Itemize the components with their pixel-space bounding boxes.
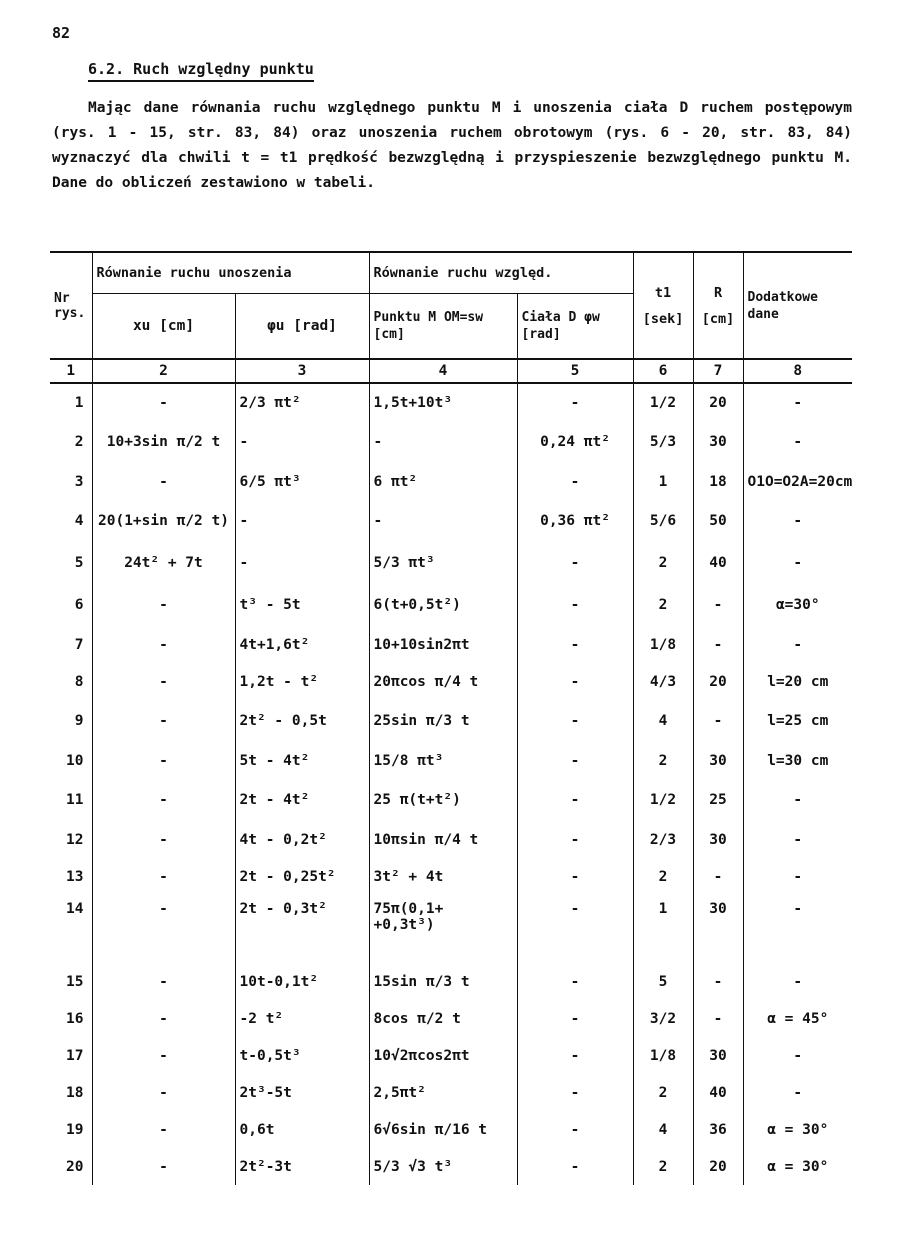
cell-sw — [369, 895, 517, 963]
cell-t1: 2 — [633, 1074, 693, 1111]
cell-nr: 13 — [66, 868, 84, 885]
cell-nr: 14 — [66, 901, 84, 917]
cell-phiu: 2t²-3t — [235, 1148, 369, 1185]
table-row — [50, 421, 852, 463]
cell-nr: 11 — [66, 792, 84, 808]
cell-t1: 2/3 — [633, 821, 693, 858]
cell-r: 40 — [693, 542, 743, 584]
cell-r: - — [693, 858, 743, 895]
cell-t1: 3/2 — [633, 1000, 693, 1037]
cell-extra: α = 30° — [743, 1148, 852, 1185]
cell-r: 20 — [693, 383, 743, 421]
cell-phiw: 0,24 πt² — [517, 421, 633, 463]
table-row — [50, 1111, 852, 1148]
table-row — [50, 895, 852, 963]
cell-xu: - — [92, 1111, 235, 1148]
cell-sw: 10+10sin2πt — [369, 626, 517, 663]
cell-sw: 1,5t+10t³ — [369, 383, 517, 421]
cell-xu: - — [92, 1074, 235, 1111]
header-phiu: φu [rad] — [235, 294, 369, 360]
cell-xu: - — [92, 383, 235, 421]
cell-nr: 1 — [74, 394, 84, 411]
cell-xu: 24t² + 7t — [92, 542, 235, 584]
table-row — [50, 1037, 852, 1074]
cell-phiw: - — [517, 383, 633, 421]
column-number: 8 — [743, 359, 852, 383]
cell-phiu: 5t - 4t² — [235, 742, 369, 779]
cell-nr: 20 — [66, 1158, 84, 1175]
cell-phiu: 10t-0,1t² — [235, 963, 369, 1000]
cell-t1: 4 — [633, 1111, 693, 1148]
cell-r: - — [693, 584, 743, 626]
cell-r: 30 — [693, 821, 743, 858]
cell-xu: - — [92, 742, 235, 779]
cell-xu: - — [92, 821, 235, 858]
cell-nr: 6 — [74, 597, 84, 613]
cell-xu: - — [92, 895, 235, 963]
header-dodatkowe: Dodatkowe dane — [743, 252, 852, 359]
cell-r: 20 — [693, 1148, 743, 1185]
cell-phiw: - — [517, 963, 633, 1000]
cell-t1: 1 — [633, 895, 693, 963]
cell-r: - — [693, 626, 743, 663]
cell-r: 20 — [693, 663, 743, 700]
cell-nr: 19 — [66, 1121, 84, 1138]
cell-r: 30 — [693, 421, 743, 463]
cell-phiu: - — [235, 542, 369, 584]
table-row — [50, 1074, 852, 1111]
intro-paragraph: Mając dane równania ruchu względnego punktu M i unoszenia ciała D ruchem postępowym (rys. 1 - 15, str. 83, 84) oraz unoszenia ruchem obrotowym (rys. 6 - 20, str. 83, 84) wyznaczyć dla chwili t = t1 prędkość bezwzględną i przyspieszenie bezwzględnego punktu M. Dane do obliczeń zestawiono w tabeli. — [52, 100, 852, 191]
cell-xu: - — [92, 963, 235, 1000]
cell-xu: 20(1+sin π/2 t) — [92, 500, 235, 542]
cell-t1: 1/2 — [633, 383, 693, 421]
cell-r: 25 — [693, 779, 743, 821]
cell-nr: 17 — [66, 1047, 84, 1064]
column-number: 7 — [693, 359, 743, 383]
cell-xu: - — [92, 779, 235, 821]
table-row — [50, 821, 852, 858]
cell-nr: 16 — [66, 1010, 84, 1027]
cell-sw: 15sin π/3 t — [369, 963, 517, 1000]
cell-phiw: - — [517, 463, 633, 500]
table-row — [50, 463, 852, 500]
cell-sw: 15/8 πt³ — [369, 742, 517, 779]
header-ciala: Ciała D φw [rad] — [517, 294, 633, 360]
cell-t1: 5 — [633, 963, 693, 1000]
cell-extra: - — [743, 626, 852, 663]
cell-xu: - — [92, 1148, 235, 1185]
section-title: 6.2. Ruch względny punktu — [88, 60, 314, 82]
cell-extra: - — [743, 963, 852, 1000]
header-r: R [cm] — [693, 252, 743, 359]
column-number: 5 — [517, 359, 633, 383]
cell-sw: 10πsin π/4 t — [369, 821, 517, 858]
table-row — [50, 858, 852, 895]
cell-phiw: - — [517, 1000, 633, 1037]
cell-extra: - — [743, 1074, 852, 1111]
cell-t1: 5/6 — [633, 500, 693, 542]
cell-phiw: - — [517, 779, 633, 821]
cell-phiw: - — [517, 700, 633, 742]
header-group-wzgled: Równanie ruchu względ. — [369, 252, 633, 294]
cell-sw: - — [369, 421, 517, 463]
cell-sw: 6(t+0,5t²) — [369, 584, 517, 626]
table-row — [50, 1000, 852, 1037]
cell-sw: 20πcos π/4 t — [369, 663, 517, 700]
cell-phiw: - — [517, 895, 633, 963]
cell-nr: 3 — [74, 473, 84, 490]
table-row — [50, 542, 852, 584]
cell-nr: 15 — [66, 973, 84, 990]
cell-phiw: - — [517, 1037, 633, 1074]
cell-extra: - — [743, 895, 852, 963]
table-row — [50, 779, 852, 821]
cell-r: - — [693, 1000, 743, 1037]
cell-sw: 3t² + 4t — [369, 858, 517, 895]
cell-phiu: - — [235, 421, 369, 463]
cell-xu: - — [92, 1000, 235, 1037]
cell-extra: - — [743, 821, 852, 858]
column-number: 1 — [50, 359, 92, 383]
cell-phiu: 2t³-5t — [235, 1074, 369, 1111]
cell-phiw: - — [517, 1148, 633, 1185]
cell-phiu: 1,2t - t² — [235, 663, 369, 700]
cell-extra: - — [743, 383, 852, 421]
cell-sw-line: 75π(0,1+ — [373, 901, 444, 917]
cell-t1: 1/2 — [633, 779, 693, 821]
cell-extra: l=25 cm — [743, 700, 852, 742]
cell-nr: 7 — [74, 636, 84, 653]
cell-phiu: t³ - 5t — [235, 584, 369, 626]
table-row — [50, 700, 852, 742]
cell-phiu: 6/5 πt³ — [235, 463, 369, 500]
cell-phiu: 2/3 πt² — [235, 383, 369, 421]
cell-phiw: - — [517, 1111, 633, 1148]
cell-r: 40 — [693, 1074, 743, 1111]
cell-phiw: - — [517, 1074, 633, 1111]
cell-phiw: - — [517, 542, 633, 584]
cell-r: - — [693, 963, 743, 1000]
cell-extra: O1O=O2A=20cm — [743, 463, 852, 500]
cell-extra: l=20 cm — [743, 663, 852, 700]
cell-xu: - — [92, 700, 235, 742]
cell-phiu: t-0,5t³ — [235, 1037, 369, 1074]
cell-extra: - — [743, 779, 852, 821]
cell-sw-line: +0,3t³) — [373, 917, 435, 933]
cell-extra: - — [743, 858, 852, 895]
table-row — [50, 963, 852, 1000]
cell-phiw: - — [517, 663, 633, 700]
header-punktu: Punktu M OM=sw [cm] — [369, 294, 517, 360]
cell-r: 50 — [693, 500, 743, 542]
cell-phiu: 4t - 0,2t² — [235, 821, 369, 858]
cell-xu: - — [92, 626, 235, 663]
cell-sw: 6√6sin π/16 t — [369, 1111, 517, 1148]
table-row — [50, 663, 852, 700]
cell-nr: 4 — [74, 513, 84, 529]
table-row — [50, 1148, 852, 1185]
cell-t1: 1 — [633, 463, 693, 500]
cell-phiu: 2t² - 0,5t — [235, 700, 369, 742]
table-body — [50, 383, 852, 1185]
cell-extra: - — [743, 500, 852, 542]
cell-phiw: - — [517, 821, 633, 858]
column-number: 4 — [369, 359, 517, 383]
cell-xu: 10+3sin π/2 t — [92, 421, 235, 463]
cell-sw: 2,5πt² — [369, 1074, 517, 1111]
table-row — [50, 742, 852, 779]
cell-t1: 1/8 — [633, 626, 693, 663]
cell-r: 36 — [693, 1111, 743, 1148]
cell-t1: 1/8 — [633, 1037, 693, 1074]
cell-phiw: - — [517, 626, 633, 663]
header-nr: Nr rys. — [50, 252, 92, 359]
cell-nr: 5 — [74, 555, 84, 571]
cell-r: 30 — [693, 742, 743, 779]
cell-sw: 5/3 πt³ — [369, 542, 517, 584]
cell-sw: 10√2πcos2πt — [369, 1037, 517, 1074]
cell-t1: 2 — [633, 858, 693, 895]
cell-phiu: 2t - 4t² — [235, 779, 369, 821]
column-number: 3 — [235, 359, 369, 383]
cell-phiu: -2 t² — [235, 1000, 369, 1037]
cell-phiw: - — [517, 742, 633, 779]
cell-t1: 2 — [633, 742, 693, 779]
cell-extra: - — [743, 542, 852, 584]
cell-extra: - — [743, 421, 852, 463]
cell-sw: - — [369, 500, 517, 542]
cell-extra: l=30 cm — [743, 742, 852, 779]
table-row — [50, 584, 852, 626]
cell-t1: 4/3 — [633, 663, 693, 700]
cell-t1: 2 — [633, 542, 693, 584]
cell-phiw: 0,36 πt² — [517, 500, 633, 542]
cell-xu: - — [92, 463, 235, 500]
page-number: 82 — [52, 24, 71, 42]
cell-t1: 4 — [633, 700, 693, 742]
cell-nr: 12 — [66, 831, 84, 848]
cell-extra: - — [743, 1037, 852, 1074]
cell-nr: 9 — [74, 713, 84, 729]
cell-r: 18 — [693, 463, 743, 500]
column-number: 6 — [633, 359, 693, 383]
cell-xu: - — [92, 858, 235, 895]
table-row — [50, 500, 852, 542]
cell-phiu: - — [235, 500, 369, 542]
cell-phiu: 0,6t — [235, 1111, 369, 1148]
cell-phiw: - — [517, 858, 633, 895]
cell-extra: α = 45° — [743, 1000, 852, 1037]
cell-phiu: 2t - 0,25t² — [235, 858, 369, 895]
header-group-unoszenia: Równanie ruchu unoszenia — [92, 252, 369, 294]
cell-t1: 5/3 — [633, 421, 693, 463]
column-number: 2 — [92, 359, 235, 383]
cell-sw: 6 πt² — [369, 463, 517, 500]
cell-t1: 2 — [633, 1148, 693, 1185]
cell-xu: - — [92, 1037, 235, 1074]
cell-sw: 25sin π/3 t — [369, 700, 517, 742]
cell-xu: - — [92, 663, 235, 700]
data-table — [50, 251, 852, 1185]
cell-phiu: 2t - 0,3t² — [235, 895, 369, 963]
cell-nr: 18 — [66, 1084, 84, 1101]
cell-phiw: - — [517, 584, 633, 626]
cell-t1: 2 — [633, 584, 693, 626]
table-row — [50, 626, 852, 663]
cell-sw: 8cos π/2 t — [369, 1000, 517, 1037]
cell-nr: 8 — [74, 673, 84, 690]
table-row — [50, 383, 852, 421]
cell-nr: 2 — [74, 434, 84, 450]
cell-extra: α=30° — [743, 584, 852, 626]
cell-nr: 10 — [66, 752, 84, 769]
cell-phiu: 4t+1,6t² — [235, 626, 369, 663]
cell-r: 30 — [693, 1037, 743, 1074]
header-xu: xu [cm] — [92, 294, 235, 360]
cell-r: 30 — [693, 895, 743, 963]
header-t1: t1 [sek] — [633, 252, 693, 359]
cell-sw: 25 π(t+t²) — [369, 779, 517, 821]
cell-extra: α = 30° — [743, 1111, 852, 1148]
cell-xu: - — [92, 584, 235, 626]
cell-sw: 5/3 √3 t³ — [369, 1148, 517, 1185]
cell-r: - — [693, 700, 743, 742]
